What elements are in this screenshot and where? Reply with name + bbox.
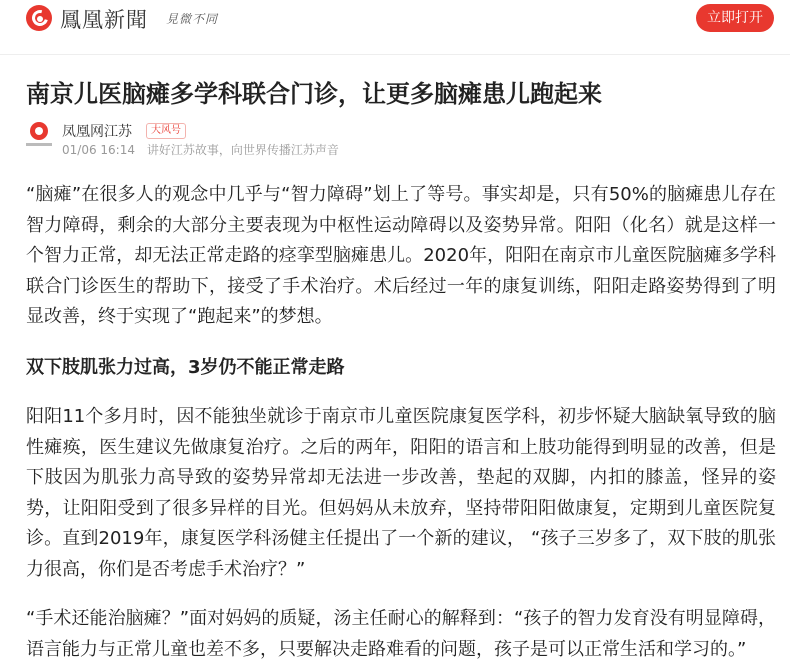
brand-slogan: 見微不同 — [166, 12, 219, 26]
section-heading: 双下肢肌张力过高，3岁仍不能正常走路 — [26, 357, 345, 378]
article-paragraph: 阳阳11个多月时，因不能独坐就诊于南京市儿童医院康复医学科，初步怀疑大脑缺氧导致的脑性瘫痪，医生建议先做康复治疗。之后的两年，阳阳的语言和上肢功能得到明显的改善，但是下肢因为肌张力高导致的姿势异常却无法进一步改善，垫起的双脚，内扣的膝盖，怪异的姿势，让阳阳受到了很多异样的目光。但妈妈从未放弃，坚持带阳阳做康复，定期到儿童医院复诊。直到2019年，康复医学科汤健主任提出了一个新的建议， “孩子三岁多了，双下肢的肌张力很高，你们是否考虑手术治疗？” — [26, 406, 776, 580]
source-description: 讲好江苏故事，向世界传播江苏声音 — [146, 143, 339, 157]
open-app-button[interactable]: 立即打开 — [696, 4, 774, 32]
header-divider — [0, 54, 790, 55]
article-paragraph: “手术还能治脑瘫？”面对妈妈的质疑，汤主任耐心的解释到：“孩子的智力发育没有明显障碍，语言能力与正常儿童也差不多，只要解决走路难看的问题，孩子是可以正常生活和学习的。” — [26, 608, 776, 660]
source-name[interactable]: 凤凰网江苏 — [62, 124, 132, 140]
phoenix-logo-icon[interactable] — [26, 5, 52, 31]
top-bar — [0, 0, 790, 36]
article-title: 南京儿医脑瘫多学科联合门诊，让更多脑瘫患儿跑起来 — [26, 80, 602, 108]
publish-time: 01/06 16:14 — [62, 143, 135, 157]
source-avatar-icon[interactable] — [26, 122, 52, 152]
brand-name[interactable]: 鳳凰新聞 — [60, 8, 148, 32]
article-paragraph: “脑瘫”在很多人的观念中几乎与“智力障碍”划上了等号。事实却是，只有50%的脑瘫患儿存在智力障碍，剩余的大部分主要表现为中枢性运动障碍以及姿势异常。阳阳（化名）就是这样一个智力正常，却无法正常走路的痉挛型脑瘫患儿。2020年，阳阳在南京市儿童医院脑瘫多学科联合门诊医生的帮助下，接受了手术治疗。术后经过一年的康复训练，阳阳走路姿势得到了明显改善，终于实现了“跑起来”的梦想。 — [26, 184, 776, 327]
source-badge: 大风号 — [146, 123, 186, 139]
article-meta — [62, 141, 339, 158]
